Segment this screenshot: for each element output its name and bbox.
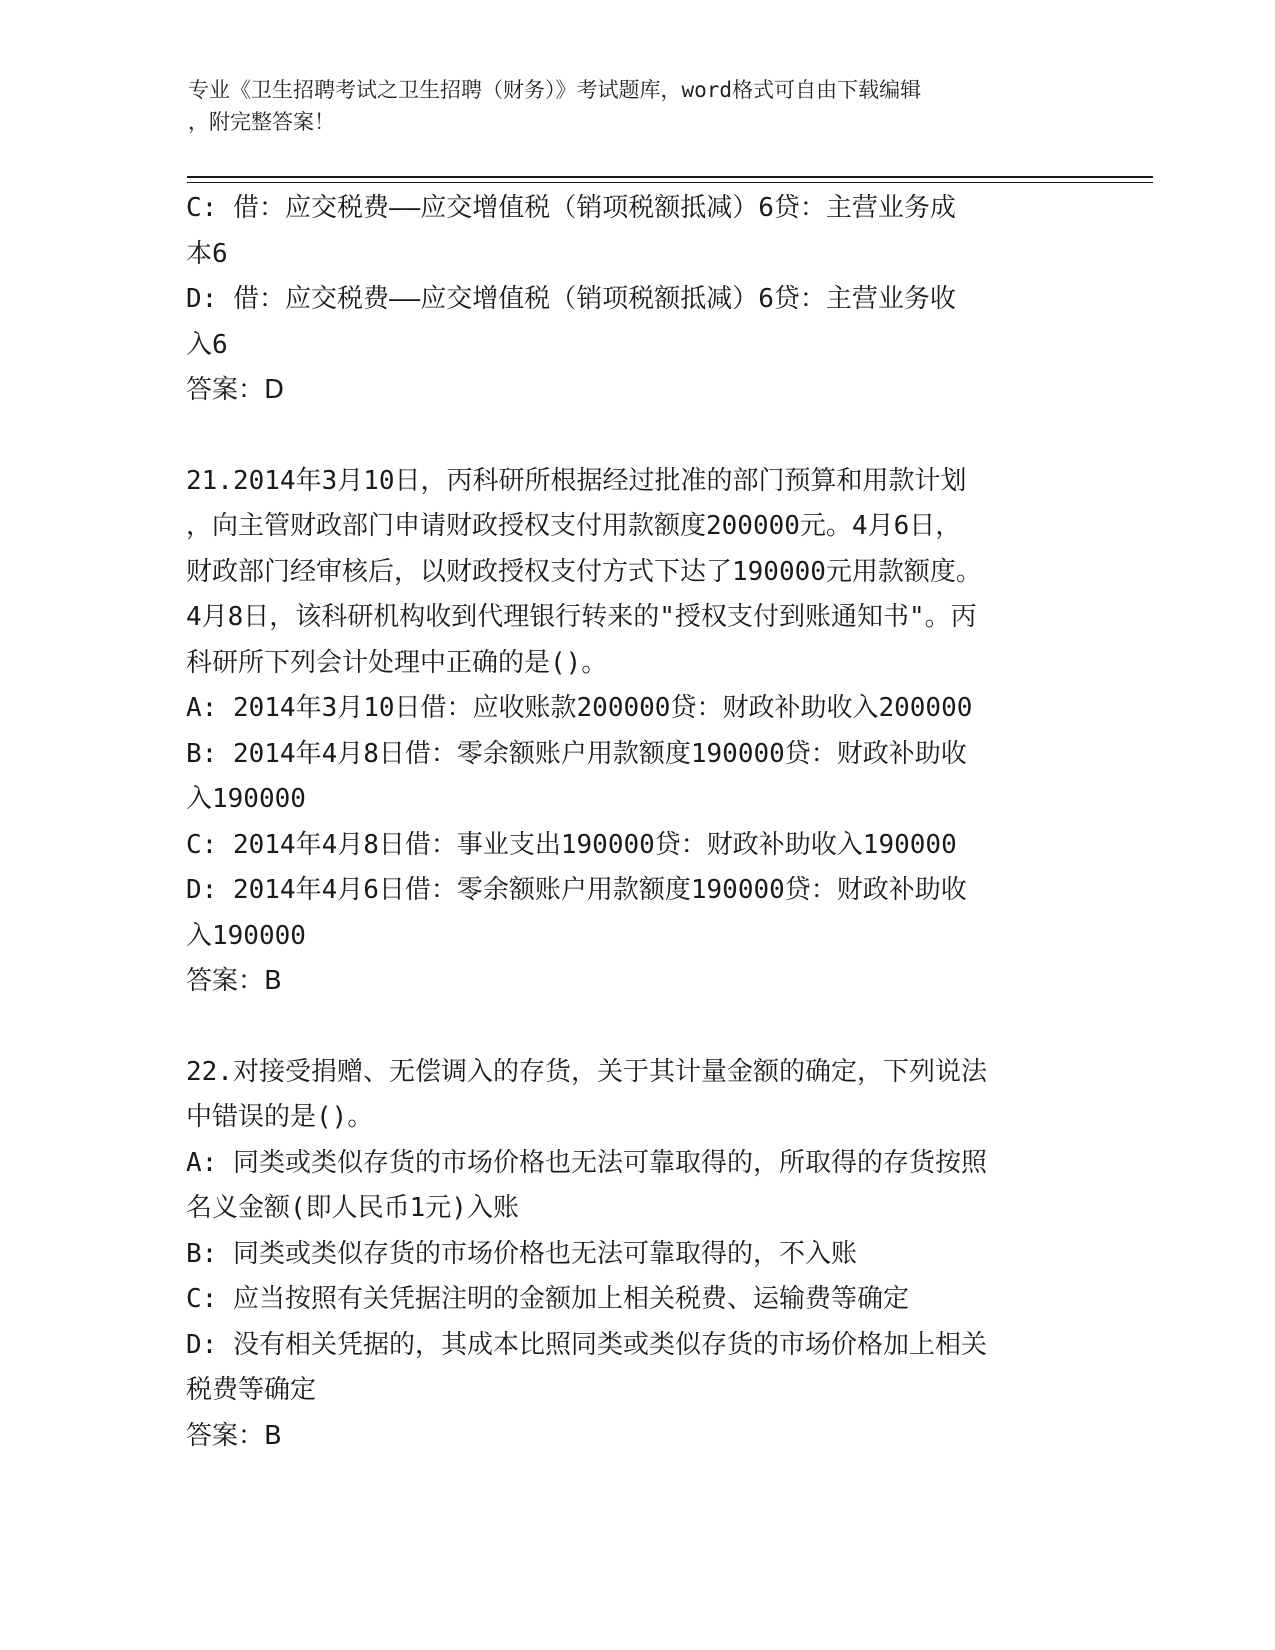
option-c-line: C: 2014年4月8日借：事业支出190000贷：财政补助收入190000 xyxy=(186,829,957,860)
spacer xyxy=(186,1005,1086,1050)
question-stem-line: 财政部门经审核后，以财政授权支付方式下达了190000元用款额度。 xyxy=(186,556,982,587)
option-d-line: D: 没有相关凭据的，其成本比照同类或类似存货的市场价格加上相关 xyxy=(186,1329,987,1360)
answer-line: 答案：B xyxy=(186,966,282,996)
option-d-line: 入190000 xyxy=(186,920,306,951)
option-a-line: A: 2014年3月10日借：应收账款200000贷：财政补助收入200000 xyxy=(186,693,973,723)
question-stem-line: 4月8日，该科研机构收到代理银行转来的"授权支付到账通知书"。丙 xyxy=(186,602,977,632)
option-b-line: B: 同类或类似存货的市场价格也无法可靠取得的，不入账 xyxy=(186,1238,857,1269)
question-stem-line: 22.对接受捐赠、无偿调入的存货，关于其计量金额的确定，下列说法 xyxy=(186,1056,987,1087)
answer-line: 答案：B xyxy=(186,1420,282,1451)
document-header xyxy=(188,74,1068,138)
question-21 xyxy=(186,459,1086,1005)
option-d-line: 入6 xyxy=(186,329,228,360)
header-line-1: 专业《卫生招聘考试之卫生招聘（财务）》考试题库，word格式可自由下载编辑 xyxy=(188,78,922,102)
header-divider-thin xyxy=(187,182,1153,183)
header-line-2: ，附完整答案！ xyxy=(188,110,335,134)
option-b-line: 入190000 xyxy=(186,784,306,814)
question-stem-line: 中错误的是()。 xyxy=(186,1102,374,1132)
option-a-line: A: 同类或类似存货的市场价格也无法可靠取得的，所取得的存货按照 xyxy=(186,1147,987,1178)
header-divider-thick xyxy=(187,176,1153,178)
question-22 xyxy=(186,1050,1086,1460)
option-c-line: 本6 xyxy=(186,238,228,269)
spacer xyxy=(186,414,1086,459)
question-stem-line: 21.2014年3月10日，丙科研所根据经过批准的部门预算和用款计划 xyxy=(186,465,967,496)
option-d-line: D: 2014年4月6日借：零余额账户用款额度190000贷：财政补助收 xyxy=(186,875,967,905)
option-d-line: D: 借：应交税费——应交增值税（销项税额抵减）6贷：主营业务收 xyxy=(186,284,956,314)
question-20-continuation xyxy=(186,186,1086,414)
option-c-line: C: 借：应交税费——应交增值税（销项税额抵减）6贷：主营业务成 xyxy=(186,193,956,223)
question-stem-line: 科研所下列会计处理中正确的是()。 xyxy=(186,647,608,678)
option-c-line: C: 应当按照有关凭据注明的金额加上相关税费、运输费等确定 xyxy=(186,1284,909,1314)
option-d-line: 税费等确定 xyxy=(186,1375,317,1405)
option-b-line: B: 2014年4月8日借：零余额账户用款额度190000贷：财政补助收 xyxy=(186,738,967,769)
answer-line: 答案：D xyxy=(186,375,285,405)
question-stem-line: ，向主管财政部门申请财政授权支付用款额度200000元。4月6日， xyxy=(186,511,962,541)
option-a-line: 名义金额(即人民币1元)入账 xyxy=(186,1193,519,1223)
document-body xyxy=(186,186,1086,1459)
